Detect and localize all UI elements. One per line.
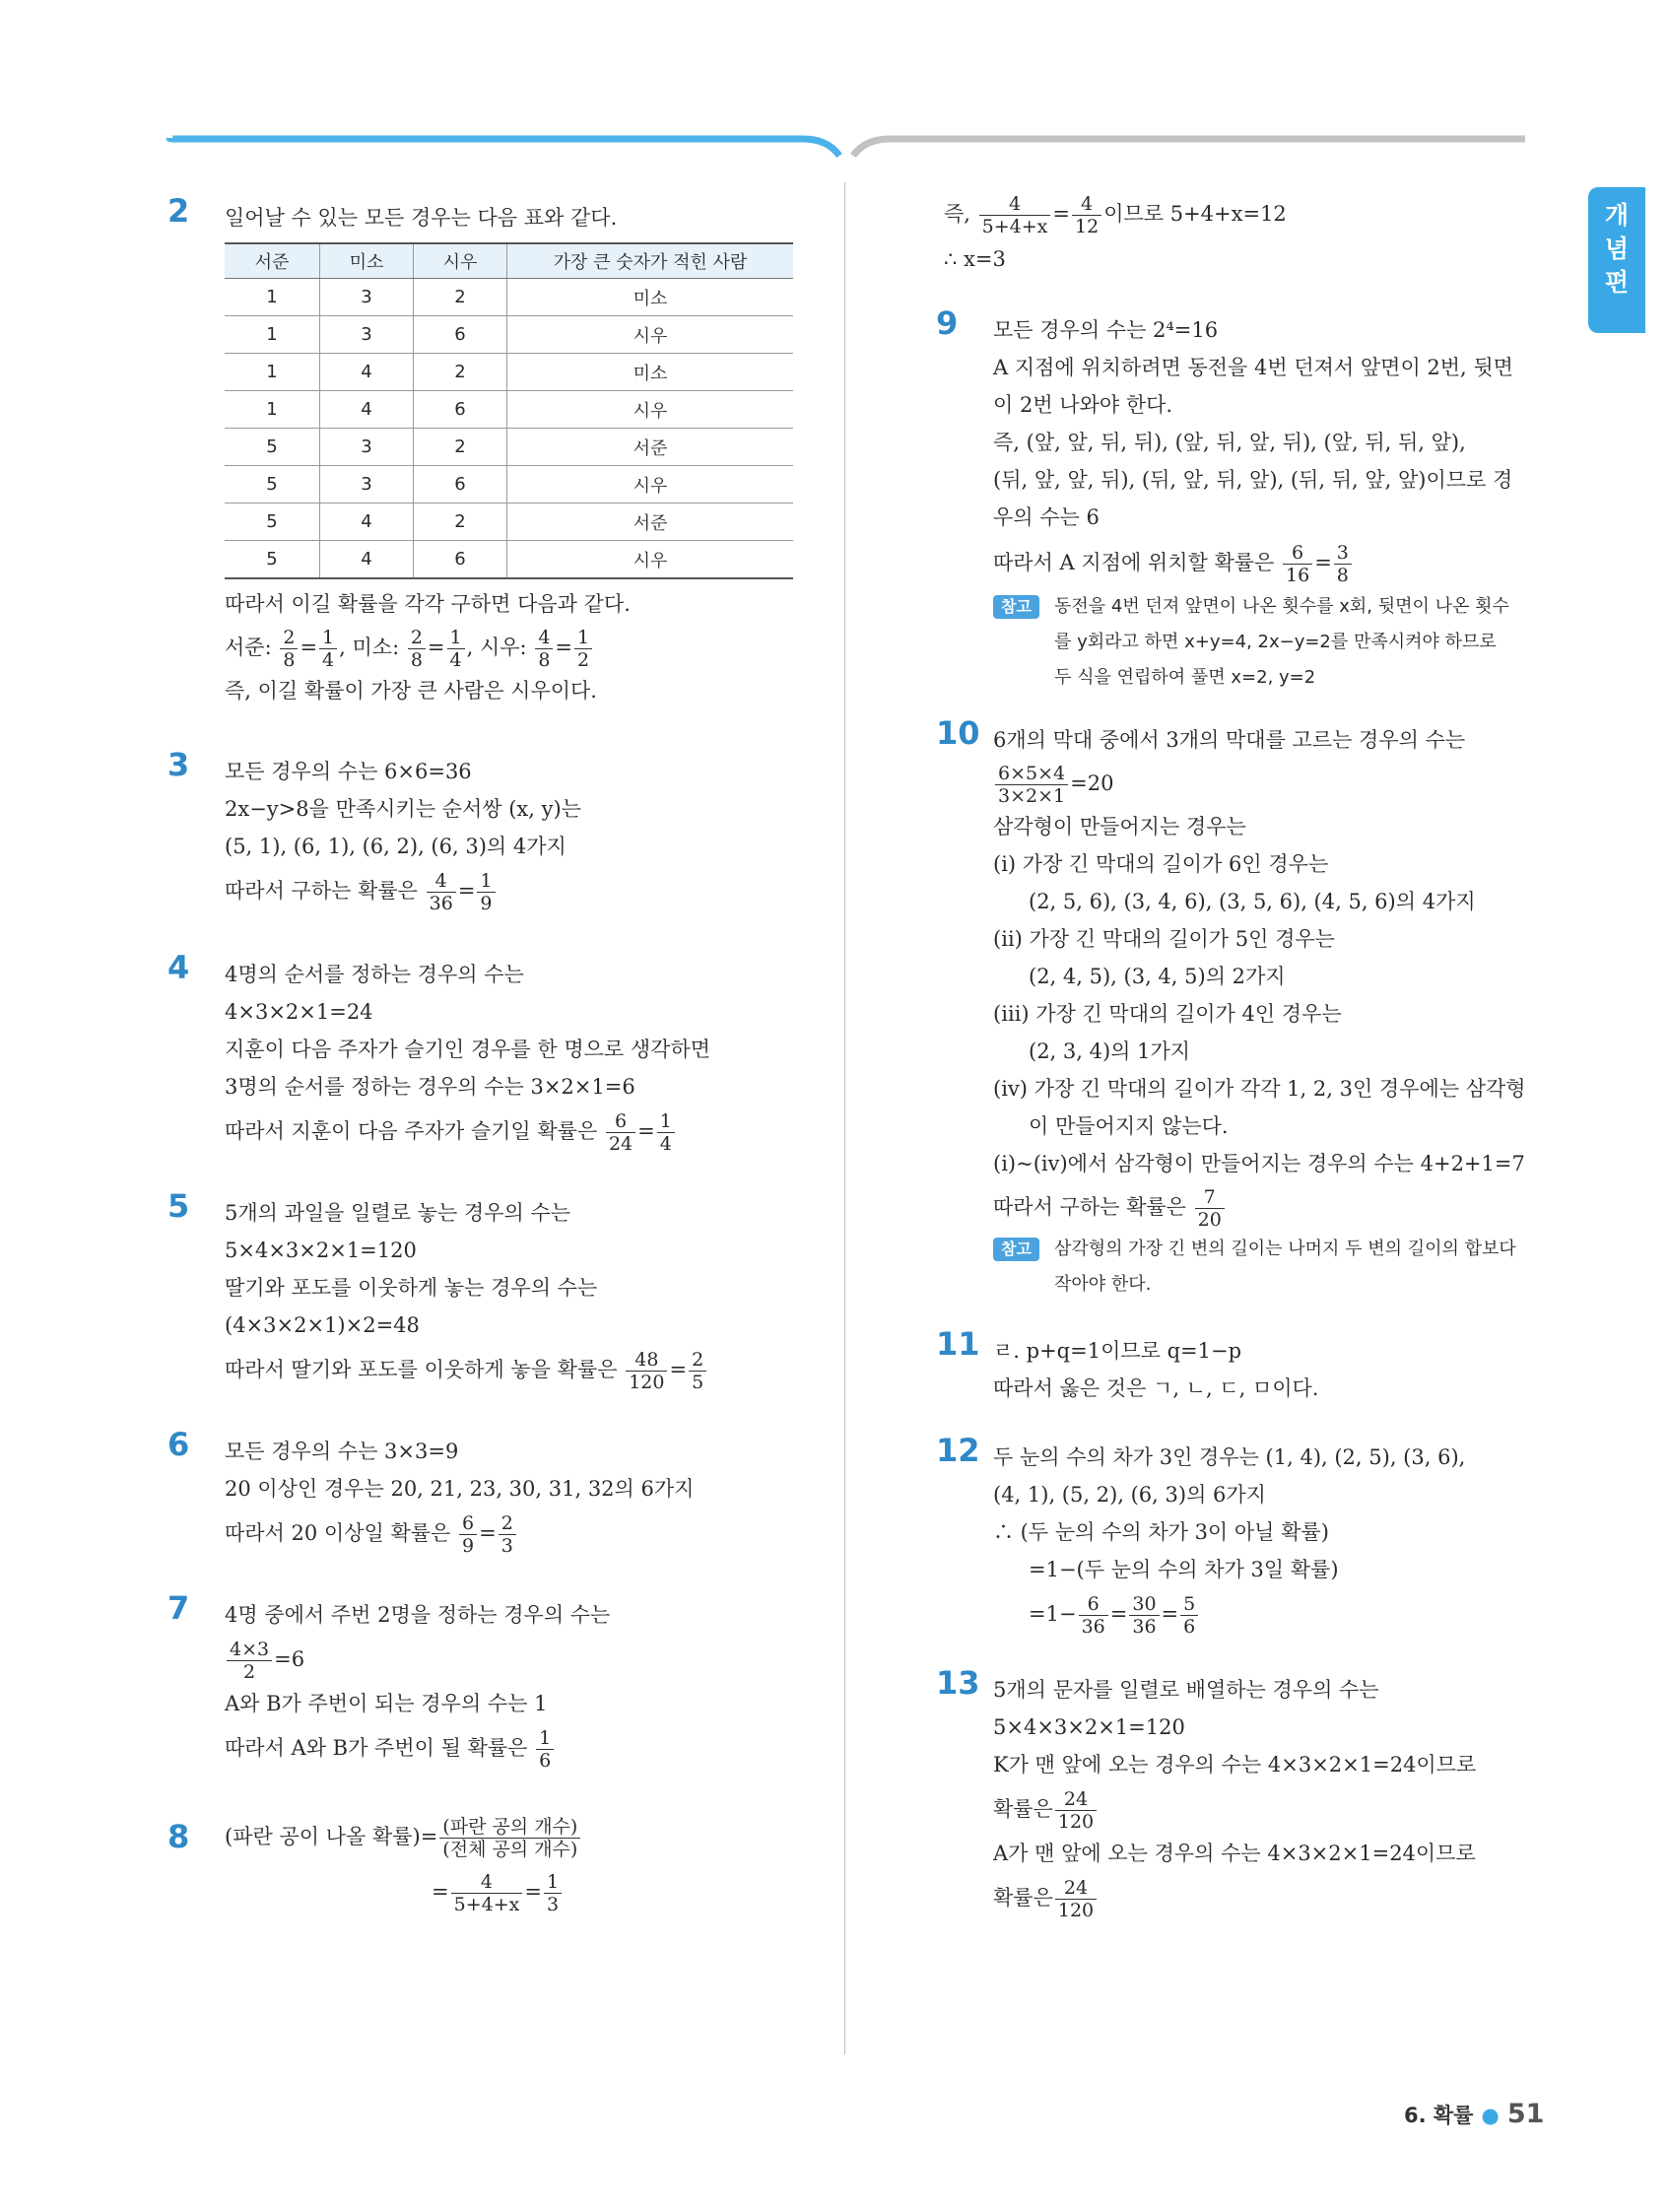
text-line: (4×3×2×1)×2=48 bbox=[225, 1313, 420, 1337]
probability-line: 따라서 구하는 확률은 $\frac{4}{36}$ = $\frac{1}{9}$ bbox=[225, 865, 818, 916]
text-line: 모든 경우의 수는 3×3=9 bbox=[225, 1440, 459, 1463]
text-line: 모든 경우의 수는 6×6=36 bbox=[225, 760, 472, 783]
problem-4 bbox=[167, 949, 818, 1157]
right-column bbox=[936, 187, 1527, 1923]
fraction: $\frac{4\times 3}{2}$ bbox=[227, 1639, 272, 1683]
left-column bbox=[167, 187, 818, 1919]
probability-line: 따라서 지훈이 다음 주자가 슬기일 확률은 $\frac{6}{24}$ = $\frac{1}{4}$ bbox=[225, 1106, 818, 1157]
formula-line bbox=[993, 759, 1527, 808]
problem-7 bbox=[167, 1589, 818, 1774]
fraction: $\frac{4}{12}$ bbox=[1072, 193, 1101, 237]
fraction: $\frac{24}{120}$ bbox=[1055, 1877, 1097, 1921]
text: 따라서 A와 B가 주번이 될 확률은 bbox=[225, 1736, 528, 1760]
label: , 미소: bbox=[339, 636, 400, 659]
table-cell: 3 bbox=[320, 279, 414, 316]
text-line: 6개의 막대 중에서 3개의 막대를 고르는 경우의 수는 bbox=[993, 728, 1466, 752]
probability-line bbox=[993, 1783, 1527, 1835]
text: =20 bbox=[1070, 771, 1114, 795]
top-decorative-bar bbox=[0, 0, 1668, 158]
note-line: 를 y회라고 하면 x+y=4, 2x−y=2를 만족시켜야 하므로 bbox=[1054, 632, 1497, 652]
text: 확률은 bbox=[993, 1886, 1053, 1910]
table-row bbox=[225, 466, 793, 503]
problem-10 bbox=[936, 714, 1527, 1303]
table-cell: 시우 bbox=[507, 316, 794, 354]
text-line: 즉, 이길 확률이 가장 큰 사람은 시우이다. bbox=[225, 679, 597, 703]
text: 이므로 5+4+x=12 bbox=[1103, 202, 1287, 226]
table-cell: 6 bbox=[414, 466, 507, 503]
probability-line: 서준: $\frac{2}{8}$ = $\frac{1}{4}$ , 미소: $\frac{2}{8}$ = $\frac{1}{4}$ , 시우: $\frac{4}{8}$ = $\frac{1}{2}$ bbox=[225, 623, 818, 672]
problem-8 bbox=[167, 1809, 818, 1919]
text-line: ㄹ. p+q=1이므로 q=1−p bbox=[993, 1339, 1242, 1363]
probability-line bbox=[993, 1182, 1527, 1232]
problem-number: 11 bbox=[936, 1325, 980, 1363]
label: 서준: bbox=[225, 636, 272, 659]
probability-line: 따라서 A 지점에 위치할 확률은 $\frac{6}{16}$ = $\frac{3}{8}$ bbox=[993, 536, 1527, 589]
text-line: 딸기와 포도를 이웃하게 놓는 경우의 수는 bbox=[225, 1276, 598, 1300]
text-line: A가 맨 앞에 오는 경우의 수는 4×3×2×1=24이므로 bbox=[993, 1842, 1476, 1865]
text-line: 모든 경우의 수는 2⁴=16 bbox=[993, 318, 1219, 342]
formula-line bbox=[225, 1634, 818, 1685]
problem-number: 6 bbox=[167, 1426, 190, 1463]
case-line: (ⅰ) 가장 긴 막대의 길이가 6인 경우는 bbox=[993, 852, 1329, 876]
text: 확률은 bbox=[993, 1797, 1053, 1821]
table-header: 시우 bbox=[414, 243, 507, 279]
text-line: 4명 중에서 주번 2명을 정하는 경우의 수는 bbox=[225, 1603, 611, 1627]
text-line: (ⅰ)~(ⅳ)에서 삼각형이 만들어지는 경우의 수는 4+2+1=7 bbox=[993, 1152, 1525, 1175]
table-row bbox=[225, 354, 793, 391]
fraction: $\frac{1}{9}$ bbox=[477, 870, 495, 914]
text-line: 우의 수는 6 bbox=[993, 505, 1100, 529]
table-row bbox=[225, 541, 793, 579]
label: , 시우: bbox=[466, 636, 527, 659]
table-cell: 3 bbox=[320, 429, 414, 466]
table-header: 미소 bbox=[320, 243, 414, 279]
text-line: 이 2번 나와야 한다. bbox=[993, 393, 1173, 417]
fraction: $\frac{4}{8}$ bbox=[535, 627, 553, 671]
text: 따라서 구하는 확률은 bbox=[993, 1195, 1186, 1219]
table-cell: 4 bbox=[320, 503, 414, 541]
note-line: 두 식을 연립하여 풀면 x=2, y=2 bbox=[1054, 667, 1316, 688]
problem-6 bbox=[167, 1426, 818, 1559]
text: 따라서 A 지점에 위치할 확률은 bbox=[993, 551, 1275, 574]
fraction: $\frac{24}{120}$ bbox=[1055, 1788, 1097, 1833]
text-line: 5개의 과일을 일렬로 놓는 경우의 수는 bbox=[225, 1201, 571, 1225]
fraction: $\frac{7}{20}$ bbox=[1195, 1186, 1225, 1231]
note-badge: 참고 bbox=[993, 595, 1039, 619]
text-line: 지훈이 다음 주자가 슬기인 경우를 한 명으로 생각하면 bbox=[225, 1038, 711, 1061]
problem-number: 2 bbox=[167, 192, 190, 230]
table-cell: 1 bbox=[225, 279, 320, 316]
formula-line: =1− $\frac{6}{36}$ = $\frac{30}{36}$ = $\frac{5}{6}$ bbox=[993, 1588, 1527, 1640]
text: =6 bbox=[274, 1647, 305, 1671]
text-line: 즉, (앞, 앞, 뒤, 뒤), (앞, 뒤, 앞, 뒤), (앞, 뒤, 뒤, 앞), bbox=[993, 431, 1466, 454]
text-line: 일어날 수 있는 모든 경우는 다음 표와 같다. bbox=[225, 206, 618, 230]
fraction: $\frac{6}{16}$ bbox=[1283, 542, 1312, 586]
page-number: 51 bbox=[1506, 2099, 1545, 2129]
note-badge: 참고 bbox=[993, 1238, 1039, 1261]
side-tab-char: 개 bbox=[1604, 201, 1630, 230]
text: 따라서 딸기와 포도를 이웃하게 놓을 확률은 bbox=[225, 1358, 618, 1381]
note-line: 동전을 4번 던져 앞면이 나온 횟수를 x회, 뒷면이 나온 횟수 bbox=[1054, 596, 1509, 617]
chapter-label: 6. 확률 bbox=[1404, 2104, 1474, 2127]
fraction: $\frac{1}{4}$ bbox=[319, 627, 337, 671]
fraction: $\frac{48}{120}$ bbox=[626, 1349, 667, 1393]
table-cell: 2 bbox=[414, 279, 507, 316]
text-line: A와 B가 주번이 되는 경우의 수는 1 bbox=[225, 1692, 548, 1715]
text: 따라서 구하는 확률은 bbox=[225, 879, 418, 903]
table-cell: 1 bbox=[225, 391, 320, 429]
table-row bbox=[225, 429, 793, 466]
text-line: 4명의 순서를 정하는 경우의 수는 bbox=[225, 963, 524, 986]
table-cell: 4 bbox=[320, 541, 414, 579]
reference-note bbox=[993, 1232, 1527, 1303]
text-line: (5, 1), (6, 1), (6, 2), (6, 3)의 4가지 bbox=[225, 835, 567, 858]
fraction: $\frac{3}{8}$ bbox=[1334, 542, 1352, 586]
table-cell: 미소 bbox=[507, 279, 794, 316]
text-line: ∴ x=3 bbox=[944, 247, 1006, 271]
text-line: 20 이상인 경우는 20, 21, 23, 30, 31, 32의 6가지 bbox=[225, 1477, 695, 1501]
table-cell: 시우 bbox=[507, 541, 794, 579]
text-line: 5×4×3×2×1=120 bbox=[993, 1715, 1185, 1739]
case-line: (ⅲ) 가장 긴 막대의 길이가 4인 경우는 bbox=[993, 1002, 1342, 1026]
table-cell: 5 bbox=[225, 429, 320, 466]
problem-number: 4 bbox=[167, 949, 190, 986]
table-cell: 4 bbox=[320, 391, 414, 429]
text-line: (4, 1), (5, 2), (6, 3)의 6가지 bbox=[993, 1483, 1266, 1507]
formula-line: 즉, $\frac{4}{5+4+x}$ = $\frac{4}{12}$ 이므로 5+4+x=12 bbox=[944, 193, 1287, 237]
fraction: $\frac{4}{5+4+x}$ bbox=[451, 1871, 523, 1915]
table-cell: 6 bbox=[414, 316, 507, 354]
fraction: $\frac{6\times 5\times 4}{3\times 2\times 1}$ bbox=[995, 763, 1068, 807]
fraction: $\frac{2}{3}$ bbox=[499, 1512, 516, 1557]
table-cell: 서준 bbox=[507, 503, 794, 541]
column-divider bbox=[844, 182, 845, 2054]
fraction: $\frac{4}{5+4+x}$ bbox=[979, 193, 1051, 237]
problem-5 bbox=[167, 1187, 818, 1395]
table-cell: 2 bbox=[414, 354, 507, 391]
table-cell: 5 bbox=[225, 503, 320, 541]
note-line: 작아야 한다. bbox=[1054, 1274, 1152, 1295]
problem-number: 3 bbox=[167, 746, 190, 783]
outcome-table bbox=[225, 242, 793, 579]
text: 즉, bbox=[944, 202, 970, 226]
fraction: $\frac{5}{6}$ bbox=[1180, 1593, 1198, 1638]
problem-13 bbox=[936, 1664, 1527, 1923]
side-tab-char: 념 bbox=[1604, 235, 1630, 263]
problem-9 bbox=[936, 304, 1527, 696]
formula-line: = $\frac{4}{5+4+x}$ = $\frac{1}{3}$ bbox=[225, 1864, 818, 1919]
case-detail: 이 만들어지지 않는다. bbox=[1029, 1114, 1229, 1138]
table-cell: 시우 bbox=[507, 391, 794, 429]
table-cell: 3 bbox=[320, 316, 414, 354]
text: 따라서 20 이상일 확률은 bbox=[225, 1521, 451, 1545]
fraction: $\frac{1}{4}$ bbox=[657, 1110, 675, 1155]
fraction: $\frac{2}{5}$ bbox=[689, 1349, 706, 1393]
problem-number: 9 bbox=[936, 304, 959, 342]
problem-number: 13 bbox=[936, 1664, 980, 1702]
problem-number: 10 bbox=[936, 714, 980, 752]
case-line: (ⅱ) 가장 긴 막대의 길이가 5인 경우는 bbox=[993, 927, 1335, 951]
problem-12 bbox=[936, 1432, 1527, 1640]
problem-number: 8 bbox=[167, 1818, 190, 1855]
bullet-icon: ● bbox=[1481, 2104, 1500, 2127]
fraction: $\frac{\text{(파란 공의 개수)}}{\text{(전체 공의 개수)}}$ bbox=[439, 1816, 580, 1860]
fraction: $\frac{6}{36}$ bbox=[1079, 1593, 1108, 1638]
text-line: K가 맨 앞에 오는 경우의 수는 4×3×2×1=24이므로 bbox=[993, 1753, 1477, 1776]
text: 따라서 지훈이 다음 주자가 슬기일 확률은 bbox=[225, 1119, 598, 1143]
reference-note bbox=[993, 589, 1527, 696]
problem-number: 12 bbox=[936, 1432, 980, 1469]
table-cell: 5 bbox=[225, 541, 320, 579]
table-cell: 2 bbox=[414, 503, 507, 541]
text: (파란 공이 나올 확률)= bbox=[225, 1825, 438, 1848]
table-header: 가장 큰 숫자가 적힌 사람 bbox=[507, 243, 794, 279]
problem-2 bbox=[167, 192, 818, 709]
problem-8-continued bbox=[936, 187, 1527, 278]
text-line: 따라서 옳은 것은 ㄱ, ㄴ, ㄷ, ㅁ이다. bbox=[993, 1376, 1319, 1400]
text-line: 따라서 이길 확률을 각각 구하면 다음과 같다. bbox=[225, 592, 631, 616]
note-line: 삼각형의 가장 긴 변의 길이는 나머지 두 변의 길이의 합보다 bbox=[1054, 1239, 1516, 1259]
table-row bbox=[225, 391, 793, 429]
text-line: 삼각형이 만들어지는 경우는 bbox=[993, 815, 1246, 838]
concept-side-tab[interactable] bbox=[1588, 187, 1645, 333]
formula-line bbox=[225, 1809, 818, 1864]
table-row bbox=[225, 316, 793, 354]
text-line: A 지점에 위치하려면 동전을 4번 던져서 앞면이 2번, 뒷면 bbox=[993, 356, 1513, 379]
fraction: $\frac{1}{6}$ bbox=[536, 1727, 554, 1772]
table-row bbox=[225, 279, 793, 316]
case-line: (ⅳ) 가장 긴 막대의 길이가 각각 1, 2, 3인 경우에는 삼각형 bbox=[993, 1077, 1526, 1101]
text-line: 5×4×3×2×1=120 bbox=[225, 1239, 417, 1262]
fraction: $\frac{30}{36}$ bbox=[1129, 1593, 1159, 1638]
table-cell: 2 bbox=[414, 429, 507, 466]
table-cell: 1 bbox=[225, 316, 320, 354]
table-cell: 시우 bbox=[507, 466, 794, 503]
fraction: $\frac{4}{36}$ bbox=[427, 870, 456, 914]
text-line: ∴ (두 눈의 수의 차가 3이 아닐 확률) bbox=[993, 1520, 1329, 1544]
table-cell: 5 bbox=[225, 466, 320, 503]
probability-line: 따라서 20 이상일 확률은 $\frac{6}{9}$ = $\frac{2}{3}$ bbox=[225, 1508, 818, 1559]
text: =1− bbox=[1029, 1602, 1077, 1626]
text-line: 2x−y>8을 만족시키는 순서쌍 (x, y)는 bbox=[225, 797, 581, 821]
fraction: $\frac{6}{9}$ bbox=[459, 1512, 477, 1557]
table-cell: 미소 bbox=[507, 354, 794, 391]
table-cell: 6 bbox=[414, 541, 507, 579]
text-line: 4×3×2×1=24 bbox=[225, 1000, 373, 1024]
page-footer bbox=[1404, 2099, 1544, 2129]
table-row bbox=[225, 503, 793, 541]
problem-number: 5 bbox=[167, 1187, 190, 1225]
table-cell: 서준 bbox=[507, 429, 794, 466]
text-line: 3명의 순서를 정하는 경우의 수는 3×2×1=6 bbox=[225, 1075, 635, 1099]
fraction: $\frac{2}{8}$ bbox=[408, 627, 426, 671]
table-header-row bbox=[225, 243, 793, 279]
text-line: 두 눈의 수의 차가 3인 경우는 (1, 4), (2, 5), (3, 6), bbox=[993, 1445, 1466, 1469]
table-cell: 6 bbox=[414, 391, 507, 429]
table-header: 서준 bbox=[225, 243, 320, 279]
text-line: =1−(두 눈의 수의 차가 3일 확률) bbox=[1029, 1558, 1339, 1581]
text-line: 5개의 문자를 일렬로 배열하는 경우의 수는 bbox=[993, 1678, 1379, 1702]
fraction: $\frac{1}{4}$ bbox=[447, 627, 465, 671]
case-detail: (2, 4, 5), (3, 4, 5)의 2가지 bbox=[1029, 965, 1286, 988]
fraction: $\frac{1}{2}$ bbox=[574, 627, 592, 671]
table-cell: 3 bbox=[320, 466, 414, 503]
table-cell: 4 bbox=[320, 354, 414, 391]
table-cell: 1 bbox=[225, 354, 320, 391]
problem-3 bbox=[167, 746, 818, 916]
fraction: $\frac{1}{3}$ bbox=[544, 1871, 562, 1915]
problem-11 bbox=[936, 1325, 1527, 1407]
probability-line bbox=[225, 1722, 818, 1774]
text-line: (뒤, 앞, 앞, 뒤), (뒤, 앞, 뒤, 앞), (뒤, 뒤, 앞, 앞)이므로 경 bbox=[993, 468, 1513, 492]
probability-line: 따라서 딸기와 포도를 이웃하게 놓을 확률은 $\frac{48}{120}$ = $\frac{2}{5}$ bbox=[225, 1344, 818, 1395]
probability-line bbox=[993, 1872, 1527, 1923]
case-detail: (2, 5, 6), (3, 4, 6), (3, 5, 6), (4, 5, 6)의 4가지 bbox=[1029, 890, 1476, 913]
problem-number: 7 bbox=[167, 1589, 190, 1627]
fraction: $\frac{6}{24}$ bbox=[606, 1110, 635, 1155]
side-tab-char: 편 bbox=[1604, 268, 1630, 297]
fraction: $\frac{2}{8}$ bbox=[280, 627, 298, 671]
case-detail: (2, 3, 4)의 1가지 bbox=[1029, 1039, 1191, 1063]
